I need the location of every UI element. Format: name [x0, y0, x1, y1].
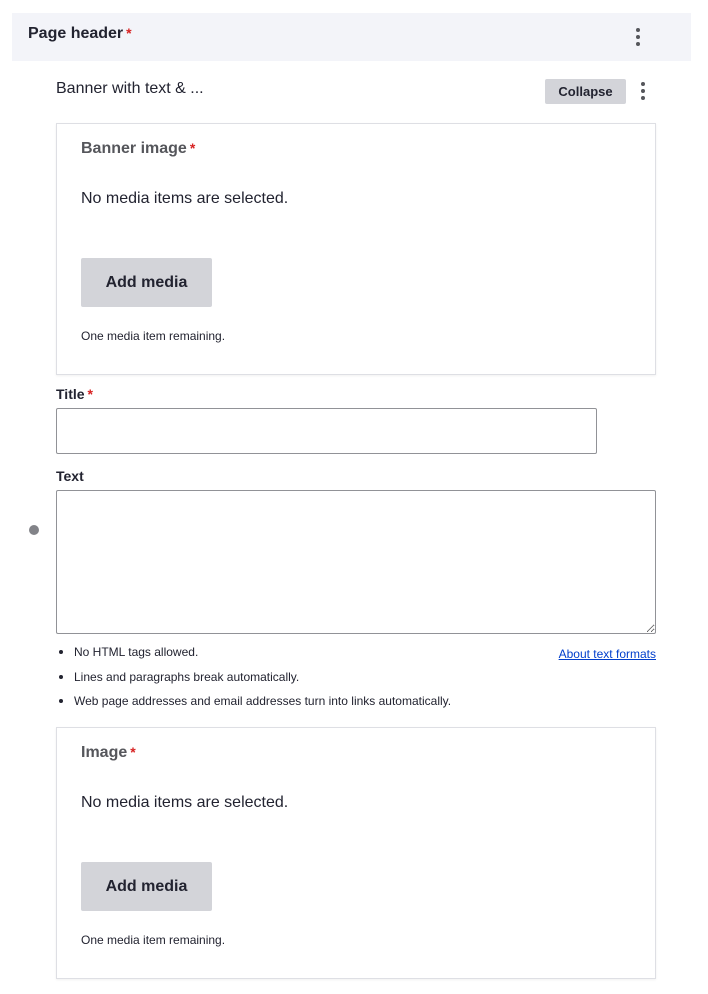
image-add-media-button[interactable]: Add media [81, 862, 212, 911]
image-remaining: One media item remaining. [81, 933, 226, 947]
required-marker: * [189, 140, 196, 156]
banner-image-add-media-button[interactable]: Add media [81, 258, 212, 307]
collapse-button[interactable]: Collapse [545, 79, 626, 104]
paragraph-summary: Banner with text & ... [56, 80, 204, 97]
title-input[interactable] [56, 408, 597, 454]
page-header-bar [12, 13, 691, 61]
banner-image-label [81, 140, 195, 158]
required-marker: * [130, 744, 136, 760]
paragraph-menu-kebab-icon[interactable] [635, 79, 651, 103]
image-label-text: Image [81, 744, 128, 761]
drag-handle-icon[interactable] [29, 525, 39, 535]
page-header-label: Page header [28, 25, 124, 42]
banner-image-label-text: Banner image [81, 140, 187, 157]
title-label [56, 386, 93, 402]
format-tip: No HTML tags allowed. [56, 644, 451, 669]
page-header-menu-kebab-icon[interactable] [630, 25, 646, 49]
image-widget [56, 727, 656, 979]
image-label [81, 744, 136, 762]
format-tip: Lines and paragraphs break automatically. [56, 669, 451, 694]
page-header-title [28, 25, 132, 43]
required-marker: * [87, 386, 93, 402]
about-text-formats-link[interactable]: About text formats [558, 647, 656, 661]
text-label: Text [56, 468, 84, 484]
image-empty-message: No media items are selected. [81, 794, 289, 811]
format-tip: Web page addresses and email addresses turn into links automatically. [56, 693, 451, 718]
banner-image-empty-message: No media items are selected. [81, 190, 289, 207]
required-marker: * [126, 25, 132, 41]
title-label-text: Title [56, 386, 85, 402]
format-tips-list [56, 644, 451, 718]
text-textarea[interactable] [56, 490, 656, 634]
banner-image-widget [56, 123, 656, 375]
banner-image-remaining: One media item remaining. [81, 329, 226, 343]
